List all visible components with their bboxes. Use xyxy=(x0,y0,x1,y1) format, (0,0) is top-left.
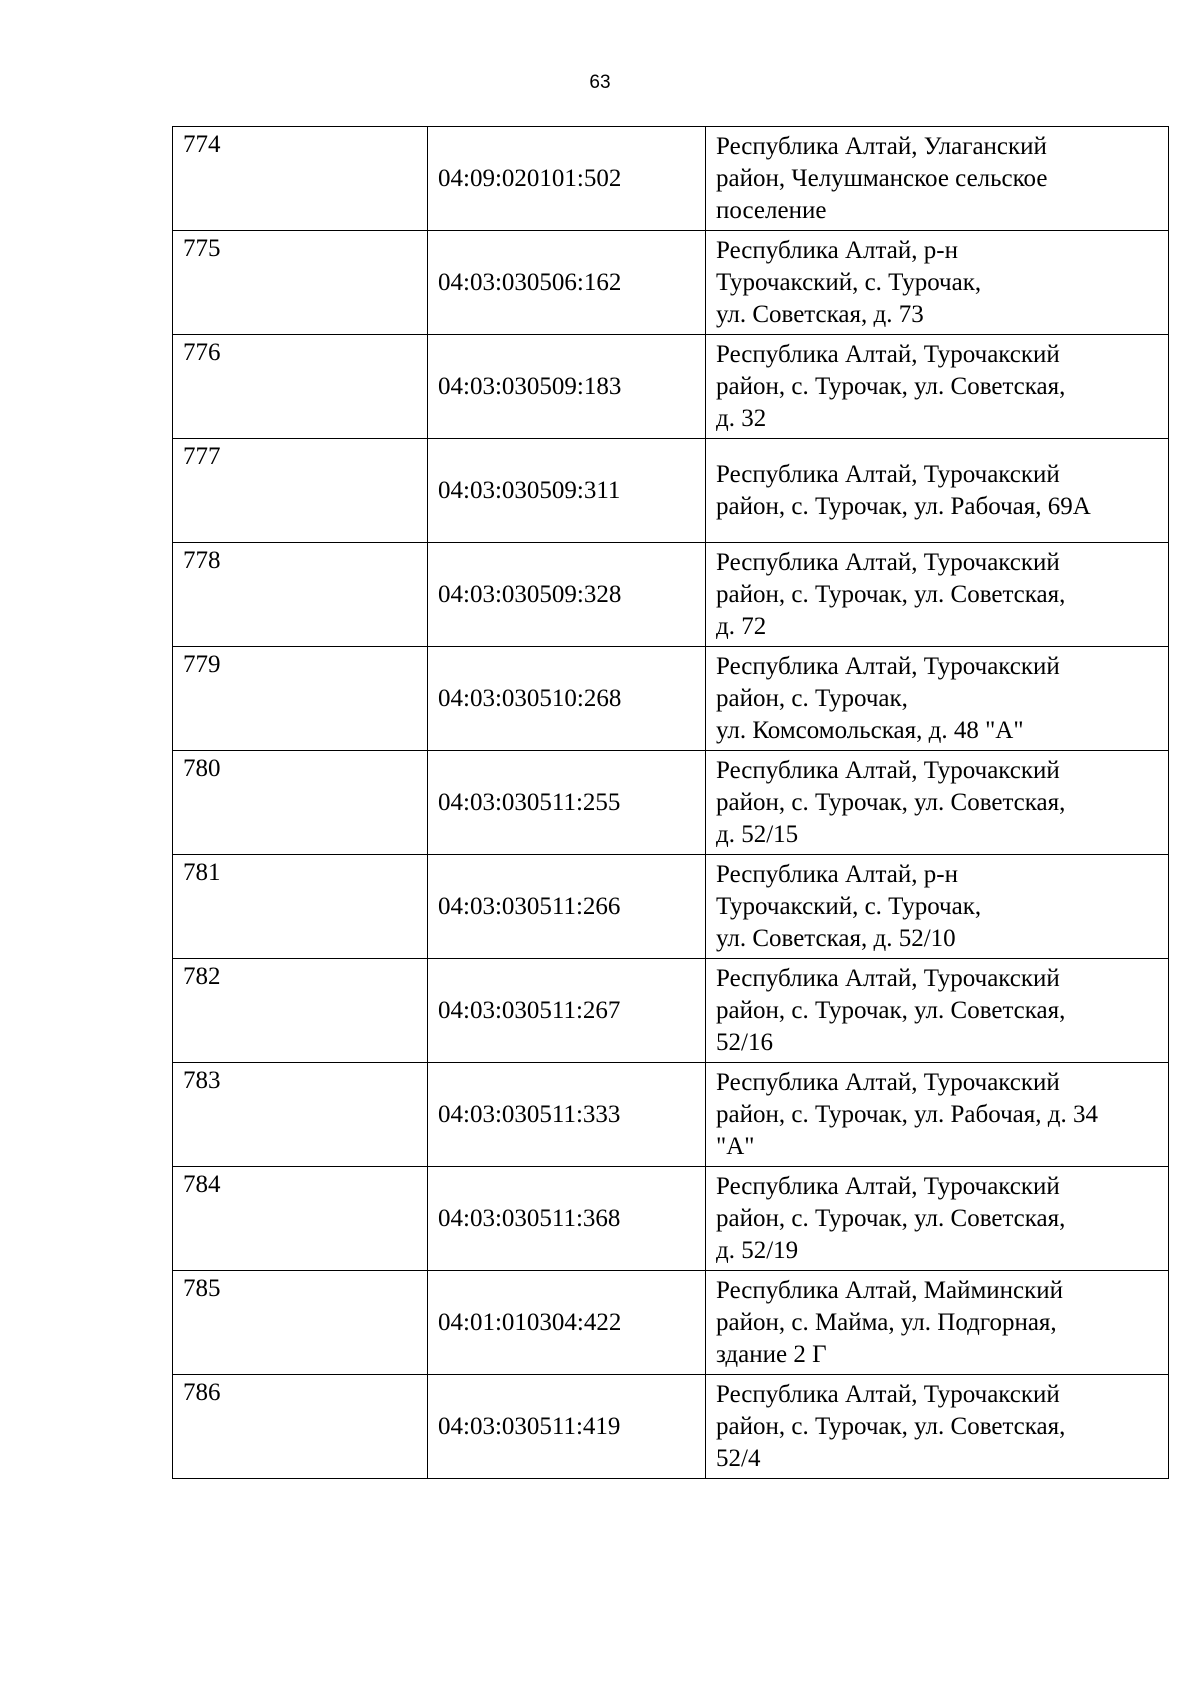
table-row xyxy=(173,439,1169,543)
row-number-cell: 784 xyxy=(173,1167,428,1271)
address-line: район, с. Турочак, ул. Советская, xyxy=(716,996,1066,1024)
address-line: Турочакский, с. Турочак, xyxy=(716,892,982,920)
address-line: район, с. Турочак, ул. Советская, xyxy=(716,580,1066,608)
table-row xyxy=(173,543,1169,647)
address-line: поселение xyxy=(716,196,827,224)
table-row xyxy=(173,1375,1169,1479)
address-line: Республика Алтай, Турочакский xyxy=(716,1068,1060,1096)
cadastral-number-cell: 04:03:030511:267 xyxy=(428,959,706,1063)
address-cell xyxy=(706,647,1169,751)
row-number-cell: 786 xyxy=(173,1375,428,1479)
address-cell xyxy=(706,1167,1169,1271)
cadastral-number-cell: 04:03:030511:419 xyxy=(428,1375,706,1479)
address-line: Республика Алтай, Турочакский xyxy=(716,964,1060,992)
address-line: Республика Алтай, р-н xyxy=(716,860,958,888)
cadastral-number-cell: 04:03:030509:311 xyxy=(428,439,706,543)
row-number-cell: 783 xyxy=(173,1063,428,1167)
address-cell xyxy=(706,959,1169,1063)
table-row xyxy=(173,335,1169,439)
address-line: район, с. Турочак, ул. Советская, xyxy=(716,1412,1066,1440)
cadastral-number-cell: 04:03:030511:255 xyxy=(428,751,706,855)
address-line: ул. Комсомольская, д. 48 "А" xyxy=(716,716,1024,744)
row-number-cell: 781 xyxy=(173,855,428,959)
cadastral-number-cell: 04:03:030510:268 xyxy=(428,647,706,751)
row-number-cell: 775 xyxy=(173,231,428,335)
row-number-cell: 782 xyxy=(173,959,428,1063)
address-line: район, с. Турочак, ул. Рабочая, д. 34 xyxy=(716,1100,1098,1128)
row-number-cell: 778 xyxy=(173,543,428,647)
address-line: район, с. Турочак, ул. Советская, xyxy=(716,1204,1066,1232)
address-cell xyxy=(706,1271,1169,1375)
address-cell xyxy=(706,439,1169,543)
address-line: д. 52/19 xyxy=(716,1236,799,1264)
address-line: Республика Алтай, р-н xyxy=(716,236,958,264)
address-line: Республика Алтай, Майминский xyxy=(716,1276,1064,1304)
address-line: 52/16 xyxy=(716,1028,773,1056)
address-line: район, Челушманское сельское xyxy=(716,164,1048,192)
address-cell xyxy=(706,855,1169,959)
table-row xyxy=(173,751,1169,855)
address-line: здание 2 Г xyxy=(716,1340,827,1368)
row-number-cell: 779 xyxy=(173,647,428,751)
table-row xyxy=(173,959,1169,1063)
address-cell xyxy=(706,335,1169,439)
cadastral-number-cell: 04:03:030506:162 xyxy=(428,231,706,335)
cadastral-number-cell: 04:01:010304:422 xyxy=(428,1271,706,1375)
address-line: 52/4 xyxy=(716,1444,761,1472)
address-line: район, с. Турочак, ул. Советская, xyxy=(716,372,1066,400)
address-cell xyxy=(706,543,1169,647)
address-line: Республика Алтай, Турочакский xyxy=(716,756,1060,784)
table-row xyxy=(173,647,1169,751)
table-row xyxy=(173,127,1169,231)
cadastral-number-cell: 04:03:030511:368 xyxy=(428,1167,706,1271)
address-cell xyxy=(706,751,1169,855)
address-line: Республика Алтай, Турочакский xyxy=(716,548,1060,576)
address-cell xyxy=(706,1063,1169,1167)
row-number-cell: 774 xyxy=(173,127,428,231)
address-line: район, с. Турочак, xyxy=(716,684,908,712)
address-cell xyxy=(706,1375,1169,1479)
row-number-cell: 785 xyxy=(173,1271,428,1375)
cadastral-number-cell: 04:03:030509:328 xyxy=(428,543,706,647)
registry-table-body xyxy=(173,127,1169,1479)
table-row xyxy=(173,1167,1169,1271)
table-row xyxy=(173,855,1169,959)
table-row xyxy=(173,231,1169,335)
address-line: Республика Алтай, Турочакский xyxy=(716,460,1060,488)
address-line: д. 72 xyxy=(716,612,767,640)
address-line: район, с. Турочак, ул. Рабочая, 69А xyxy=(716,492,1091,520)
address-line: д. 52/15 xyxy=(716,820,799,848)
address-line: Турочакский, с. Турочак, xyxy=(716,268,982,296)
cadastral-number-cell: 04:03:030511:333 xyxy=(428,1063,706,1167)
address-line: Республика Алтай, Улаганский xyxy=(716,132,1047,160)
table-row xyxy=(173,1271,1169,1375)
row-number-cell: 780 xyxy=(173,751,428,855)
row-number-cell: 777 xyxy=(173,439,428,543)
address-line: ул. Советская, д. 73 xyxy=(716,300,924,328)
cadastral-number-cell: 04:09:020101:502 xyxy=(428,127,706,231)
page-number: 63 xyxy=(589,72,611,93)
cadastral-number-cell: 04:03:030511:266 xyxy=(428,855,706,959)
address-line: "А" xyxy=(716,1132,755,1160)
address-line: Республика Алтай, Турочакский xyxy=(716,1380,1060,1408)
address-line: Республика Алтай, Турочакский xyxy=(716,1172,1060,1200)
registry-table xyxy=(172,126,1169,1479)
address-cell xyxy=(706,231,1169,335)
cadastral-number-cell: 04:03:030509:183 xyxy=(428,335,706,439)
address-line: район, с. Майма, ул. Подгорная, xyxy=(716,1308,1057,1336)
address-line: Республика Алтай, Турочакский xyxy=(716,340,1060,368)
address-line: район, с. Турочак, ул. Советская, xyxy=(716,788,1066,816)
address-cell xyxy=(706,127,1169,231)
address-line: ул. Советская, д. 52/10 xyxy=(716,924,956,952)
table-row xyxy=(173,1063,1169,1167)
address-line: Республика Алтай, Турочакский xyxy=(716,652,1060,680)
row-number-cell: 776 xyxy=(173,335,428,439)
address-line: д. 32 xyxy=(716,404,767,432)
